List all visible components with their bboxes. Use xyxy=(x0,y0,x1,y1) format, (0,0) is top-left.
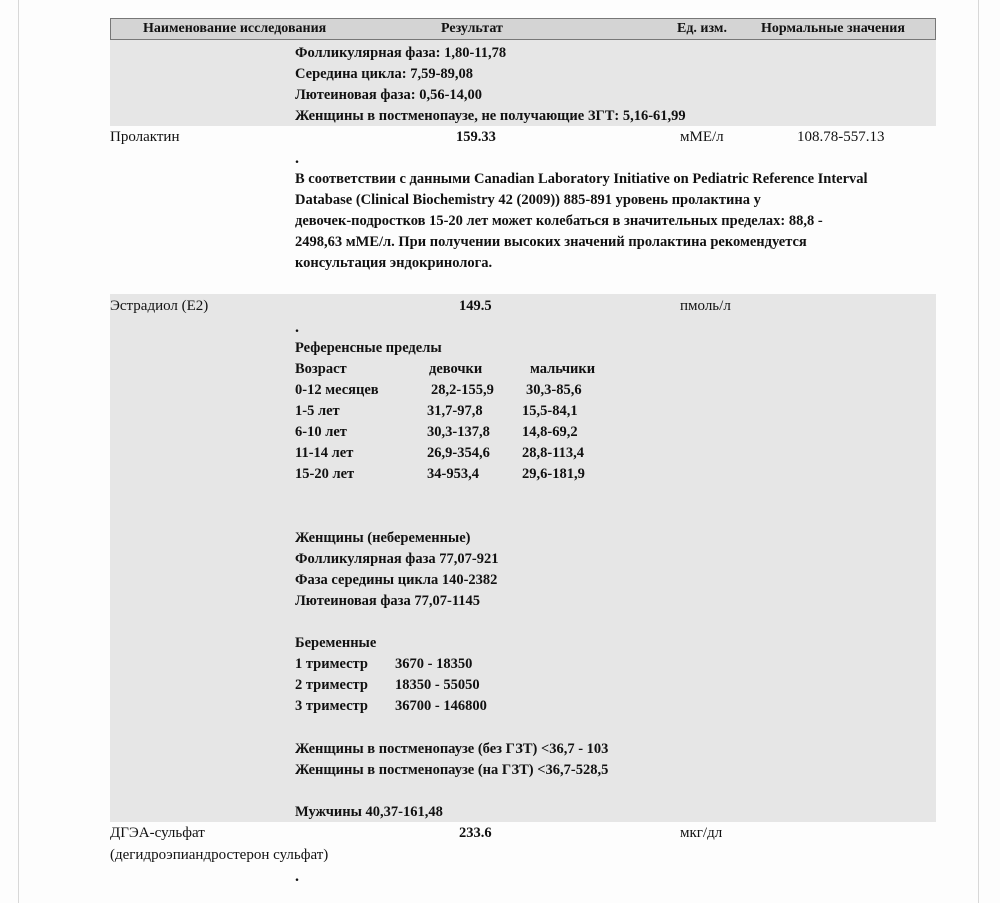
pregnant-row-label: 3 триместр xyxy=(295,698,368,714)
pregnant-row-value: 36700 - 146800 xyxy=(395,698,487,714)
men-range: Мужчины 40,37-161,48 xyxy=(295,804,443,820)
header-norm: Нормальные значения xyxy=(761,21,905,36)
prolactin-dot: . xyxy=(295,150,299,167)
table-header xyxy=(110,18,936,40)
dhea-unit: мкг/дл xyxy=(680,825,723,841)
estradiol-dot: . xyxy=(295,319,299,336)
prolactin-note-2: Database (Clinical Biochemistry 42 (2009)) 885-891 уровень пролактина у xyxy=(295,192,761,208)
ref-row-age: 6-10 лет xyxy=(295,424,347,440)
ref-row-girls: 26,9-354,6 xyxy=(427,445,490,461)
dhea-name: ДГЭА-сульфат xyxy=(110,825,205,841)
prolactin-unit: мМЕ/л xyxy=(680,129,724,145)
ref-row-age: 0-12 месяцев xyxy=(295,382,379,398)
estradiol-name: Эстрадиол (Е2) xyxy=(110,298,209,314)
ref-header-boys: мальчики xyxy=(530,361,596,377)
prolactin-norm: 108.78-557.13 xyxy=(797,129,885,145)
ref-row-age: 11-14 лет xyxy=(295,445,354,461)
prolactin-name: Пролактин xyxy=(110,129,180,145)
pregnant-row-value: 3670 - 18350 xyxy=(395,656,473,672)
ref-row-girls: 28,2-155,9 xyxy=(431,382,494,398)
pregnant-row-value: 18350 - 55050 xyxy=(395,677,480,693)
top-note-3: Лютеиновая фаза: 0,56-14,00 xyxy=(295,87,483,103)
ref-row-boys: 29,6-181,9 xyxy=(522,466,585,482)
ref-row-age: 1-5 лет xyxy=(295,403,340,419)
postmeno-no-hrt: Женщины в постменопаузе (без ГЗТ) <36,7 - 103 xyxy=(295,741,609,757)
pregnant-row-label: 2 триместр xyxy=(295,677,368,693)
ref-row-girls: 34-953,4 xyxy=(427,466,479,482)
ref-header-age: Возраст xyxy=(295,361,347,377)
page-edge-left xyxy=(18,0,19,903)
header-name: Наименование исследования xyxy=(143,21,327,36)
prolactin-result: 159.33 xyxy=(456,129,496,145)
pregnant-row-label: 1 триместр xyxy=(295,656,368,672)
ref-row-boys: 28,8-113,4 xyxy=(522,445,585,461)
dhea-dot: . xyxy=(295,868,299,885)
prolactin-note-4: 2498,63 мМЕ/л. При получении высоких значений пролактина рекомендуется xyxy=(295,234,807,250)
top-note-4: Женщины в постменопаузе, не получающие ЗГТ: 5,16-61,99 xyxy=(295,108,686,124)
ref-row-boys: 30,3-85,6 xyxy=(526,382,582,398)
women-title: Женщины (небеременные) xyxy=(295,530,471,546)
dhea-name-full: (дегидроэпиандростерон сульфат) xyxy=(110,847,329,863)
ref-row-girls: 30,3-137,8 xyxy=(427,424,490,440)
ref-row-boys: 15,5-84,1 xyxy=(522,403,578,419)
estradiol-unit: пмоль/л xyxy=(680,298,731,314)
prolactin-note-3: девочек-подростков 15-20 лет может колебаться в значительных пределах: 88,8 - xyxy=(295,213,823,229)
women-midcycle: Фаза середины цикла 140-2382 xyxy=(295,572,498,588)
prolactin-note-1: В соответствии с данными Canadian Laboratory Initiative on Pediatric Reference Interval xyxy=(295,171,868,187)
header-result: Результат xyxy=(441,21,503,36)
top-note-2: Середина цикла: 7,59-89,08 xyxy=(295,66,474,82)
ref-header-girls: девочки xyxy=(429,361,483,377)
pregnant-title: Беременные xyxy=(295,635,377,651)
ref-row-girls: 31,7-97,8 xyxy=(427,403,483,419)
estradiol-ref-title: Референсные пределы xyxy=(295,340,442,356)
dhea-result: 233.6 xyxy=(459,825,492,841)
page-edge-right xyxy=(978,0,979,903)
ref-row-age: 15-20 лет xyxy=(295,466,355,482)
women-follicular: Фолликулярная фаза 77,07-921 xyxy=(295,551,499,567)
ref-row-boys: 14,8-69,2 xyxy=(522,424,578,440)
header-unit: Ед. изм. xyxy=(677,21,727,36)
postmeno-hrt: Женщины в постменопаузе (на ГЗТ) <36,7-528,5 xyxy=(295,762,609,778)
women-luteal: Лютеиновая фаза 77,07-1145 xyxy=(295,593,481,609)
prolactin-note-5: консультация эндокринолога. xyxy=(295,255,493,271)
estradiol-result: 149.5 xyxy=(459,298,492,314)
top-note-1: Фолликулярная фаза: 1,80-11,78 xyxy=(295,45,507,61)
